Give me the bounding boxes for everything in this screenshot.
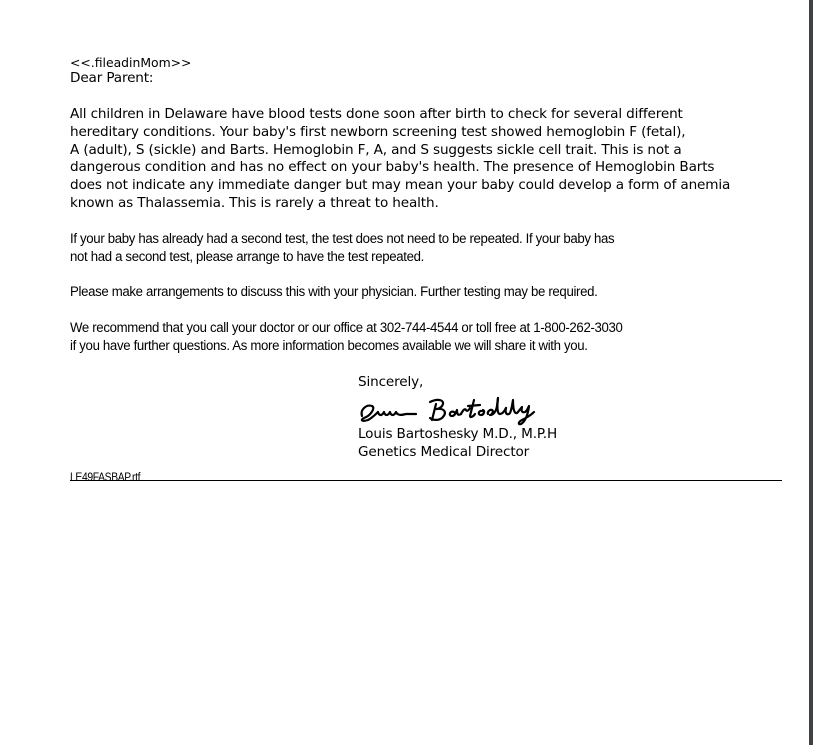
document-footer bbox=[70, 466, 782, 484]
paragraph-screening-results bbox=[70, 106, 782, 213]
paragraph-line: Please make arrangements to discuss this with your physician. Further testing may be required. bbox=[70, 284, 598, 301]
valediction: Sincerely, bbox=[358, 373, 424, 390]
paragraph-second-test bbox=[70, 231, 786, 267]
closing-block bbox=[358, 374, 782, 462]
paragraph-line: known as Thalassemia. This is rarely a threat to health. bbox=[70, 194, 439, 211]
footer-filename: LE49FASBAP.rtf bbox=[70, 472, 141, 484]
paragraph-line: A (adult), S (sickle) and Barts. Hemoglobin F, A, and S suggests sickle cell trait. This is not a bbox=[70, 141, 682, 158]
letter-body bbox=[70, 56, 782, 462]
signer-title: Genetics Medical Director bbox=[358, 443, 530, 460]
merge-field: <<.fileadinMom>> bbox=[70, 55, 192, 70]
paragraph-line: All children in Delaware have blood tests done soon after birth to check for several different bbox=[70, 106, 683, 122]
paragraph-line: not had a second test, please arrange to have the test repeated. bbox=[70, 248, 425, 265]
paragraph-physician bbox=[70, 284, 786, 302]
paragraph-line: does not indicate any immediate danger but may mean your baby could develop a form of anemia bbox=[70, 177, 731, 194]
salutation: Dear Parent: bbox=[70, 70, 154, 86]
paragraph-line: If your baby has already had a second test, the test does not need to be repeated. If your baby has bbox=[70, 230, 615, 247]
signature-icon bbox=[358, 392, 782, 426]
paragraph-line: We recommend that you call your doctor or our office at 302-744-4544 or toll free at 1-800-262-3030 bbox=[70, 320, 623, 337]
paragraph-line: dangerous condition and has no effect on your baby's health. The presence of Hemoglobin Barts bbox=[70, 159, 715, 176]
signer-name: Louis Bartoshesky M.D., M.P.H bbox=[358, 425, 558, 442]
paragraph-line: hereditary conditions. Your baby's first newborn screening test showed hemoglobin F (fetal), bbox=[70, 123, 686, 140]
paragraph-line: if you have further questions. As more information becomes available we will share it with you. bbox=[70, 337, 588, 354]
paragraph-contact bbox=[70, 320, 786, 356]
viewer-edge-scrollbar[interactable] bbox=[809, 0, 813, 745]
